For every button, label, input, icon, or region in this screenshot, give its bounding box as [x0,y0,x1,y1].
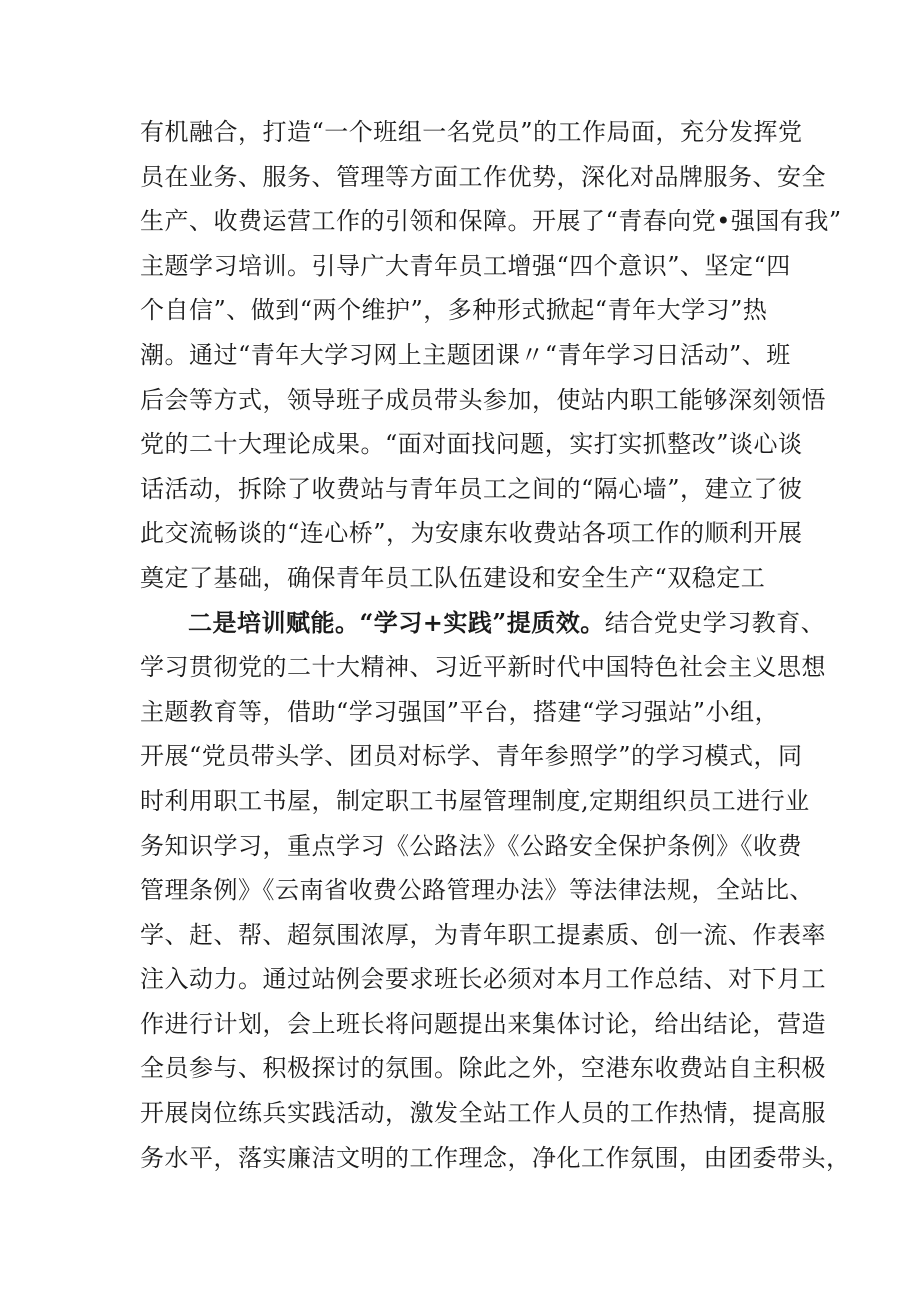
text-line: 全员参与、积极探讨的氛围。除此之外，空港东收费站自主积极 [140,1054,826,1083]
text-line: 作进行计划，会上班长将问题提出来集体讨论，给出结论，营造 [140,1009,826,1038]
document-body [140,110,851,1180]
text-line: 注入动力。通过站例会要求班长必须对本月工作总结、对下月工 [140,965,826,994]
text-line: 主题学习培训。引导广大青年员工增强“四个意识”、坚定“四 [140,251,791,280]
text-line: 此交流畅谈的“连心桥”，为安康东收费站各项工作的顺利开展 [140,519,803,548]
text-line: 务知识学习，重点学习《公路法》《公路安全保护条例》《收费 [140,831,802,860]
text-line: 务水平，落实廉洁文明的工作理念，净化工作氛围，由团委带头， [140,1143,851,1172]
paragraph-first-line [140,601,826,646]
text-line: 话活动，拆除了收费站与青年员工之间的“隔心墙”，建立了彼 [140,474,803,503]
text-line: 开展“党员带头学、团员对标学、青年参照学”的学习模式，同 [140,742,803,771]
text-line: 主题教育等，借助“学习强国”平台，搭建“学习强站”小组， [140,697,780,726]
text-line: 管理条例》《云南省收费公路管理办法》等法律法规，全站比、 [140,876,814,905]
section-heading: 二是培训赋能。“学习+实践”提质效。 [188,607,605,637]
paragraph-1 [140,110,842,601]
text-line: 奠定了基础，确保青年员工队伍建设和安全生产“双稳定工 [140,563,766,592]
paragraph-2 [140,601,851,1181]
text-line: 员在业务、服务、管理等方面工作优势，深化对品牌服务、安全 [140,162,826,191]
text-line: 后会等方式，领导班子成员带头参加，使站内职工能够深刻领悟 [140,385,826,414]
text-line: 学习贯彻党的二十大精神、习近平新时代中国特色社会主义思想 [140,653,826,682]
text-line: 有机融合，打造“一个班组一名党员”的工作局面，充分发挥党 [140,118,803,146]
text-line: 党的二十大理论成果。“面对面找问题，实打实抓整改”谈心谈 [140,430,803,459]
text-line: 个自信”、做到“两个维护”，多种形式掀起“青年大学习”热 [140,296,768,325]
text-line: 生产、收费运营工作的引领和保障。开展了“青春向党•强国有我” [140,207,842,236]
text-line: 学、赶、帮、超氛围浓厚，为青年职工提素质、创一流、作表率 [140,920,826,949]
text-line: 潮。通过“青年大学习网上主题团课〃“青年学习日活动”、班 [140,340,791,369]
text-line: 时利用职工书屋，制定职工书屋管理制度,定期组织员工进行业 [140,786,810,815]
text-line: 开展岗位练兵实践活动，激发全站工作人员的工作热情，提高服 [140,1099,826,1128]
text-span: 结合党史学习教育、 [604,608,826,637]
